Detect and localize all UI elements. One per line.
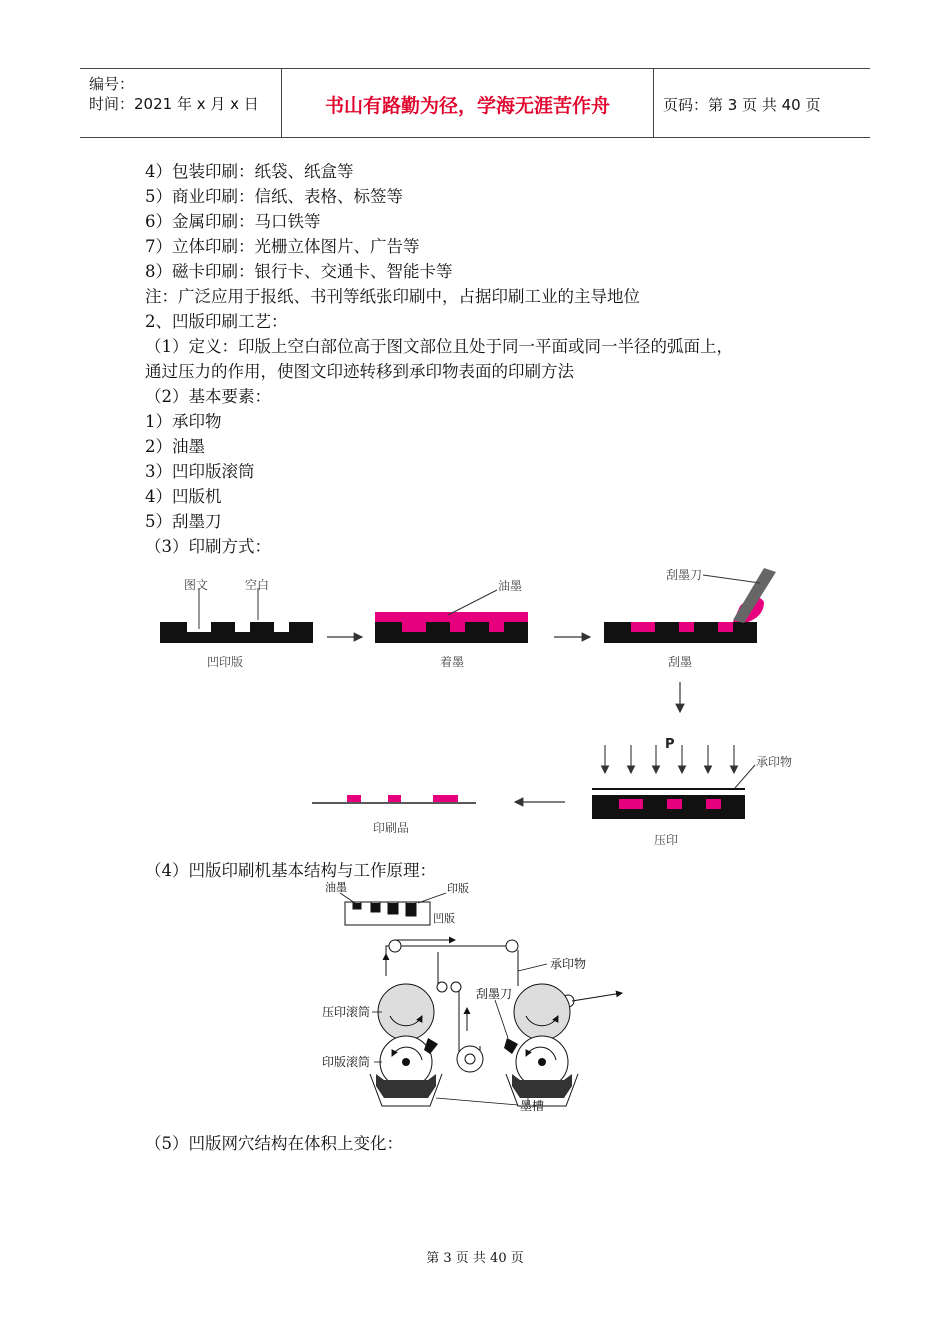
page-label: 页码：第 3 页 共 40 页 [663, 96, 821, 114]
label-image: 图文 [184, 578, 209, 592]
header-page-cell [654, 69, 870, 137]
header-meta-cell [80, 69, 282, 137]
label-pressure: P [665, 737, 675, 752]
text-line: 7）立体印刷：光栅立体图片、广告等 [145, 237, 420, 256]
text-line: 通过压力的作用，使图文印迹转移到承印物表面的印刷方法 [145, 362, 574, 381]
text-line: 1）承印物 [145, 412, 222, 431]
text-line: 2）油墨 [145, 437, 205, 456]
text-line: 4）包装印刷：纸袋、纸盒等 [145, 162, 354, 181]
section-heading: （4）凹版印刷机基本结构与工作原理： [145, 861, 436, 880]
number-label: 编号： [89, 75, 135, 93]
page-header [80, 68, 870, 138]
caption-pressing: 压印 [654, 833, 679, 847]
label-blade: 刮墨刀 [666, 568, 703, 582]
inking-panel [375, 578, 528, 669]
text-line: 4）凹版机 [145, 487, 222, 506]
label-substrate-2: 承印物 [550, 957, 587, 971]
label-impression-cylinder: 压印滚筒 [322, 1005, 371, 1019]
label-blade-2: 刮墨刀 [476, 987, 513, 1001]
label-plate-cylinder: 印版滚筒 [322, 1055, 371, 1069]
plate-panel [160, 577, 313, 669]
scraping-panel [604, 568, 776, 669]
text-line: 5）刮墨刀 [145, 512, 222, 531]
caption-product: 印刷品 [373, 821, 410, 835]
section-heading: （5）凹版网穴结构在体积上变化： [145, 1134, 403, 1153]
text-line: （2）基本要素： [145, 387, 271, 406]
label-inset-plate: 印版 [447, 882, 469, 895]
product-panel [312, 795, 476, 835]
label-gravure: 凹版 [433, 912, 455, 925]
text-line: 注：广泛应用于报纸、书刊等纸张印刷中，占据印刷工业的主导地位 [145, 287, 640, 306]
gravure-machine-figure [300, 876, 640, 1121]
text-line: 6）金属印刷：马口铁等 [145, 212, 321, 231]
text-line: 8）磁卡印刷：银行卡、交通卡、智能卡等 [145, 262, 453, 281]
printing-process-figure [0, 560, 950, 855]
label-blank: 空白 [245, 578, 270, 592]
text-line: 2、凹版印刷工艺： [145, 312, 288, 331]
caption-plate: 凹印版 [207, 655, 244, 669]
text-line: 3）凹印版滚筒 [145, 462, 255, 481]
text-line: （1）定义：印版上空白部位高于图文部位且处于同一平面或同一半径的弧面上， [145, 337, 733, 356]
pressing-panel [592, 737, 792, 847]
caption-inking: 着墨 [440, 655, 465, 669]
label-ink-trough: 墨槽 [520, 1099, 545, 1113]
caption-scraping: 刮墨 [668, 655, 693, 669]
header-motto-cell [282, 69, 654, 137]
time-label: 时间：2021 年 x 月 x 日 [89, 95, 259, 113]
page-footer: 第 3 页 共 40 页 [426, 1251, 524, 1266]
motto: 书山有路勤为径，学海无涯苦作舟 [324, 95, 610, 117]
label-substrate: 承印物 [756, 755, 793, 769]
label-inset-ink: 油墨 [325, 881, 347, 894]
text-line: 5）商业印刷：信纸、表格、标签等 [145, 187, 403, 206]
label-ink: 油墨 [498, 579, 523, 593]
text-line: （3）印刷方式： [145, 537, 271, 556]
